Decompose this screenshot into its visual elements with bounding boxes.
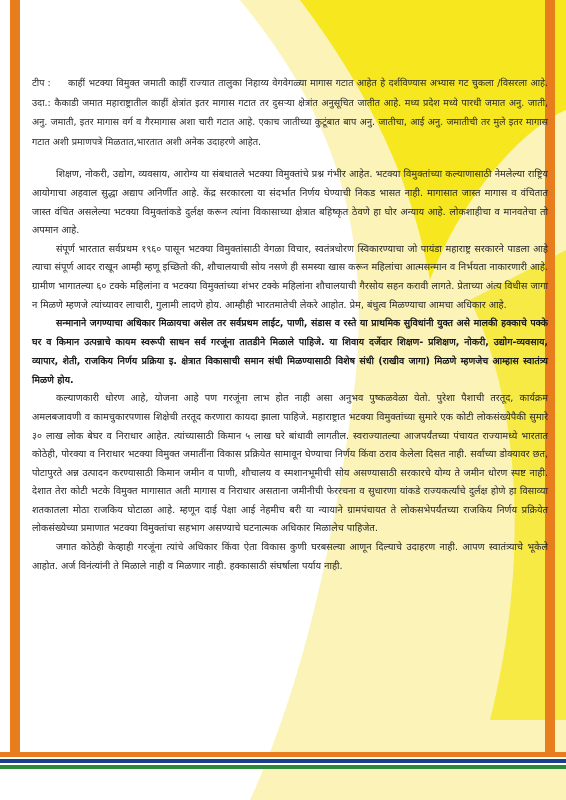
paragraph-maharashtra-policy: संपूर्ण भारतात सर्वप्रथम १९६० पासून भटक्या विमुक्तांसाठी वेगळा विचार, स्वतंत्रधोरण स्विकारण्याचा जो पायंडा महाराष्ट्र सरकारने पाडला आहे त्याचा संपूर्ण आदर राखून आम्ही म्हणू इच्छितो की, शौचालयाची सोय नसणे ही समस्या खास करून महिलांचा आत्मसन्मान व निर्भयता नाकारणारी आहे. ग्रामीण भागातल्या ६० टक्के महिलांना व भटक्या विमुक्तांच्या शंभर टक्के महिलांना शौचालयाची गैरसोय सहन करावी लागते. प्रेताच्या अंत्य विधीस जागा न मिळणे म्हणजे त्यांच्यावर लाचारी, गुलामी लादणे होय. आम्हीही भारतमातेची लेकरे आहोत. प्रेम, बंधुत्व मिळण्याचा आमचा अधिकार आहे. [32, 243, 548, 311]
left-orange-bar [10, 0, 20, 752]
bottom-stripe-green [0, 765, 566, 769]
paragraph-problems: शिक्षण, नोकरी, उद्योग, व्यवसाय, आरोग्य या संबधातले भटक्या विमुक्तांचे प्रश्न गंभीर आहेत. भटक्या विमुक्तांच्या कल्याणासाठी नेमलेल्या राष्ट्रिय आयोगाचा अहवाल सुद्धा अद्याप अनिर्णीत आहे. केंद्र सरकारला या संदर्भात निर्णय घेण्याची निकड भासत नाही. मागासात जास्त मागास व वंचितात जास्त वंचित असलेल्या भटक्या विमुक्तांकडे दुर्लक्ष करून त्यांना विकासाच्या क्षेत्रात बहिष्कृत ठेवणे हा घोर अन्याय आहे. लोकशाहीचा व मानवतेचा तो अपमान आहे. [32, 169, 548, 237]
paragraph-struggle: जगात कोठेही केव्हाही गरजूंना त्यांचे अधिकार किंवा ऐता विकास कुणी घरबसल्या आणून दिल्याचे उदाहरण नाही. आपण स्वातंत्र्याचे भूकेले आहोत. अर्ज विनंत्यांनी ते मिळाले नाही व मिळणार नाही. हक्कासाठी संघर्षाला पर्याय नाही. [32, 542, 548, 572]
footnote-label: टीप : [32, 78, 51, 89]
bottom-stripe-orange [0, 752, 566, 757]
footnote-block [32, 74, 548, 152]
bottom-stripe-white [0, 757, 566, 759]
bottom-stripe-navy [0, 759, 566, 763]
paragraph-demands-bold: सन्मानाने जगण्याचा अधिकार मिळायचा असेल तर सर्वप्रथम लाईट, पाणी, संडास व रस्ते या प्राथमिक सुविधांनी युक्त असे मालकी हक्काचे पक्के घर व किमान उत्पन्नाचे कायम स्वरूपी साधन सर्व गरजूंना तातडीने मिळाले पाहिजे. या शिवाय दर्जेदार शिक्षण- प्रशिक्षण, नोकरी, उद्योग-व्यवसाय, व्यापार, शेती, राजकिय निर्णय प्रक्रिया इ. क्षेत्रात विकासाची समान संधी मिळण्यासाठी विशेष संधी (राखीव जागा) मिळणे म्हणजेच आम्हास स्वातंत्र्य मिळणे होय. [32, 318, 548, 386]
bottom-stripe-white-2 [0, 763, 566, 765]
page-content [32, 74, 548, 576]
footnote-text: काहीं भटक्या विमुक्त जमाती काहीं राज्यात तालुका निहाय्य वेगवेगळ्या मागास गटात आहेत हे दर्शविण्यास अभ्यास गट चुकला /विसरला आहे. उदा.: कैकाडी जमात महाराष्ट्रातील काहीं क्षेत्रांत इतर मागास गटात तर दुसऱ्या क्षेत्रांत अनुसूचित जातीत आहे. मध्य प्रदेश मध्ये पारधी जमात अनु. जाती, अनु. जमाती, इतर मागास वर्ग व गैरमागास अशा चारी गटात आहे. एकाच जातीच्या कुटूंबात बाप अनु. जातीचा, आई अनु. जमातीची तर मुले इतर मागास गटात अशी प्रमाणपत्रे मिळतात,भारतात अशी अनेक उदाहरणे आहेत. [32, 78, 548, 148]
paragraph-welfare-policy: कल्याणकारी धोरण आहे, योजना आहे पण गरजूंना लाभ होत नाही असा अनुभव पुष्कळवेळा येतो. पुरेशा पैशाची तरतूद, कार्यक्रम अमलबजावणी व कामचुकारपणास शिक्षेची तरतूद करणारा कायदा झाला पाहिजे. महाराष्ट्रात भटक्या विमुक्तांच्या सुमारे एक कोटी लोकसंख्येपैकी सुमारे ३० लाख लोक बेघर व निराधार आहेत. त्यांच्यासाठी किमान ५ लाख घरे बांधावी लागतील. स्वराज्यातल्या आजपर्यंतच्या पंचायत राज्यामध्ये भारतात कोठेही, पोरक्या व निराधार भटक्या विमुक्त जमातींना विकास प्रक्रियेत सामावून घेण्याचा निर्णय किंवा ठराव केलेला दिसत नाही. सर्वांच्या डोक्यावर छत, पोटापुरते अन्न उत्पादन करण्यासाठी किमान जमीन व पाणी, शौचालय व स्मशानभूमीची सोय असण्यासाठी सरकारचे योग्य ते जमीन धोरण स्पष्ट नाही. देशात तेरा कोटी भटके विमुक्त मागासात अती मागास व निराधार असताना जमीनीची फेररचना व सुधारणा यांकडे राज्यकर्त्यांचे दुर्लक्ष होणे हा विसाव्या शतकातला मोठा राजकिय घोटाळा आहे. म्हणून दाई पेक्षा आई नेहमीच बरी या न्यायाने ग्रामपंचायत ते लोकसभेपर्यंतच्या राजकिय निर्णय प्रक्रियेत लोकसंख्येच्या प्रमाणात भटक्या विमुक्तांचा सहभाग असण्याचे घटनात्मक अधिकार मिळालेच पाहिजेत. [32, 393, 548, 535]
